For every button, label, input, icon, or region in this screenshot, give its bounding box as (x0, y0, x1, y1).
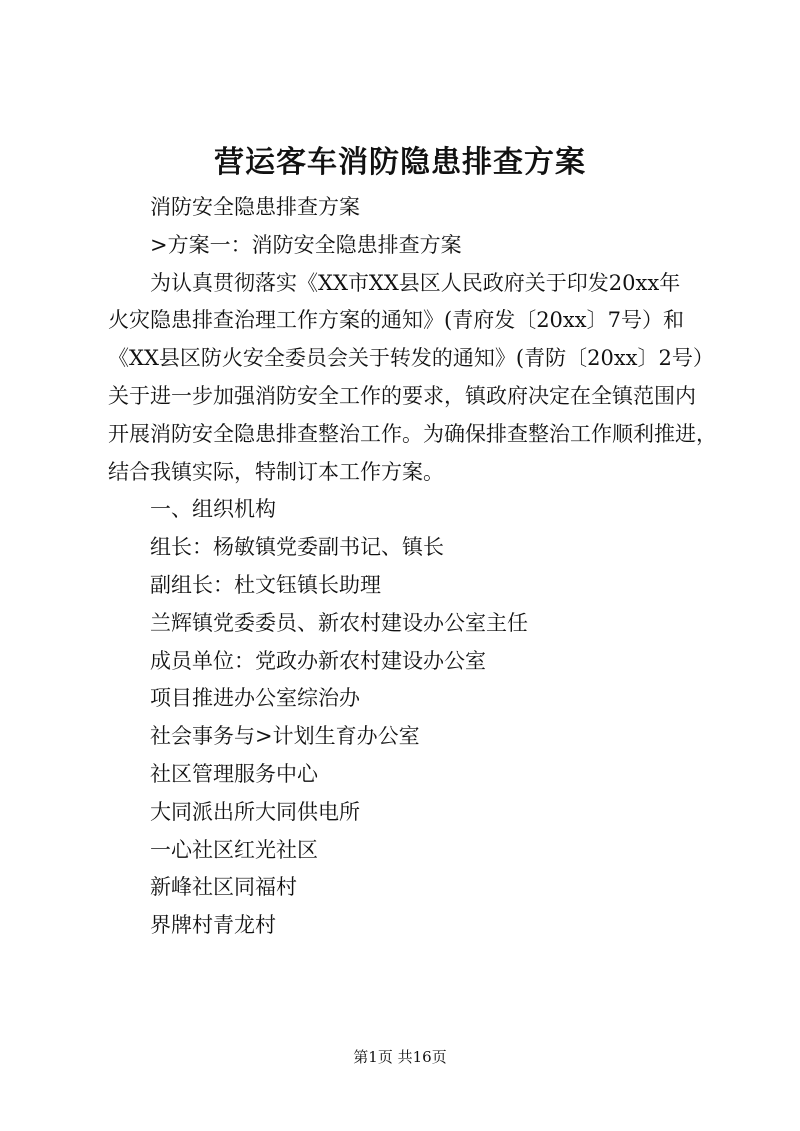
list-item: 兰辉镇党委委员、新农村建设办公室主任 (150, 610, 528, 635)
intro-line: 关于进一步加强消防安全工作的要求，镇政府决定在全镇范围内 (108, 383, 696, 408)
paragraph-subtitle: 消防安全隐患排查方案 (150, 195, 360, 219)
list-item: 大同派出所大同供电所 (150, 799, 360, 824)
list-item: 成员单位：党政办新农村建设办公室 (150, 648, 486, 673)
intro-line: 为认真贯彻落实《XX市XX县区人民政府关于印发20xx年 (150, 270, 681, 295)
section-heading-organization: 一、组织机构 (150, 497, 276, 522)
intro-line: 结合我镇实际，特制订本工作方案。 (108, 459, 444, 484)
paragraph-intro (108, 265, 717, 492)
list-item: 界牌村青龙村 (150, 913, 276, 938)
paragraph-plan-one: >方案一：消防安全隐患排查方案 (150, 232, 462, 257)
list-item: 社区管理服务中心 (150, 761, 318, 786)
intro-line: 开展消防安全隐患排查整治工作。为确保排查整治工作顺利推进， (108, 421, 717, 446)
intro-line: 《XX县区防火安全委员会关于转发的通知》(青防〔20xx〕2号） (108, 346, 714, 371)
document-body (108, 189, 717, 945)
list-item: 一心社区红光社区 (150, 837, 318, 862)
list-item: 组长：杨敏镇党委副书记、镇长 (150, 535, 444, 560)
list-item: 项目推进办公室综治办 (150, 686, 360, 711)
list-item: 副组长：杜文钰镇长助理 (150, 572, 381, 597)
document-title: 营运客车消防隐患排查方案 (214, 145, 586, 180)
list-item: 社会事务与>计划生育办公室 (150, 724, 420, 749)
list-item: 新峰社区同福村 (150, 875, 297, 900)
page-number-footer: 第1页 共16页 (353, 1048, 447, 1066)
intro-line: 火灾隐患排查治理工作方案的通知》(青府发〔20xx〕7号）和 (108, 308, 684, 333)
